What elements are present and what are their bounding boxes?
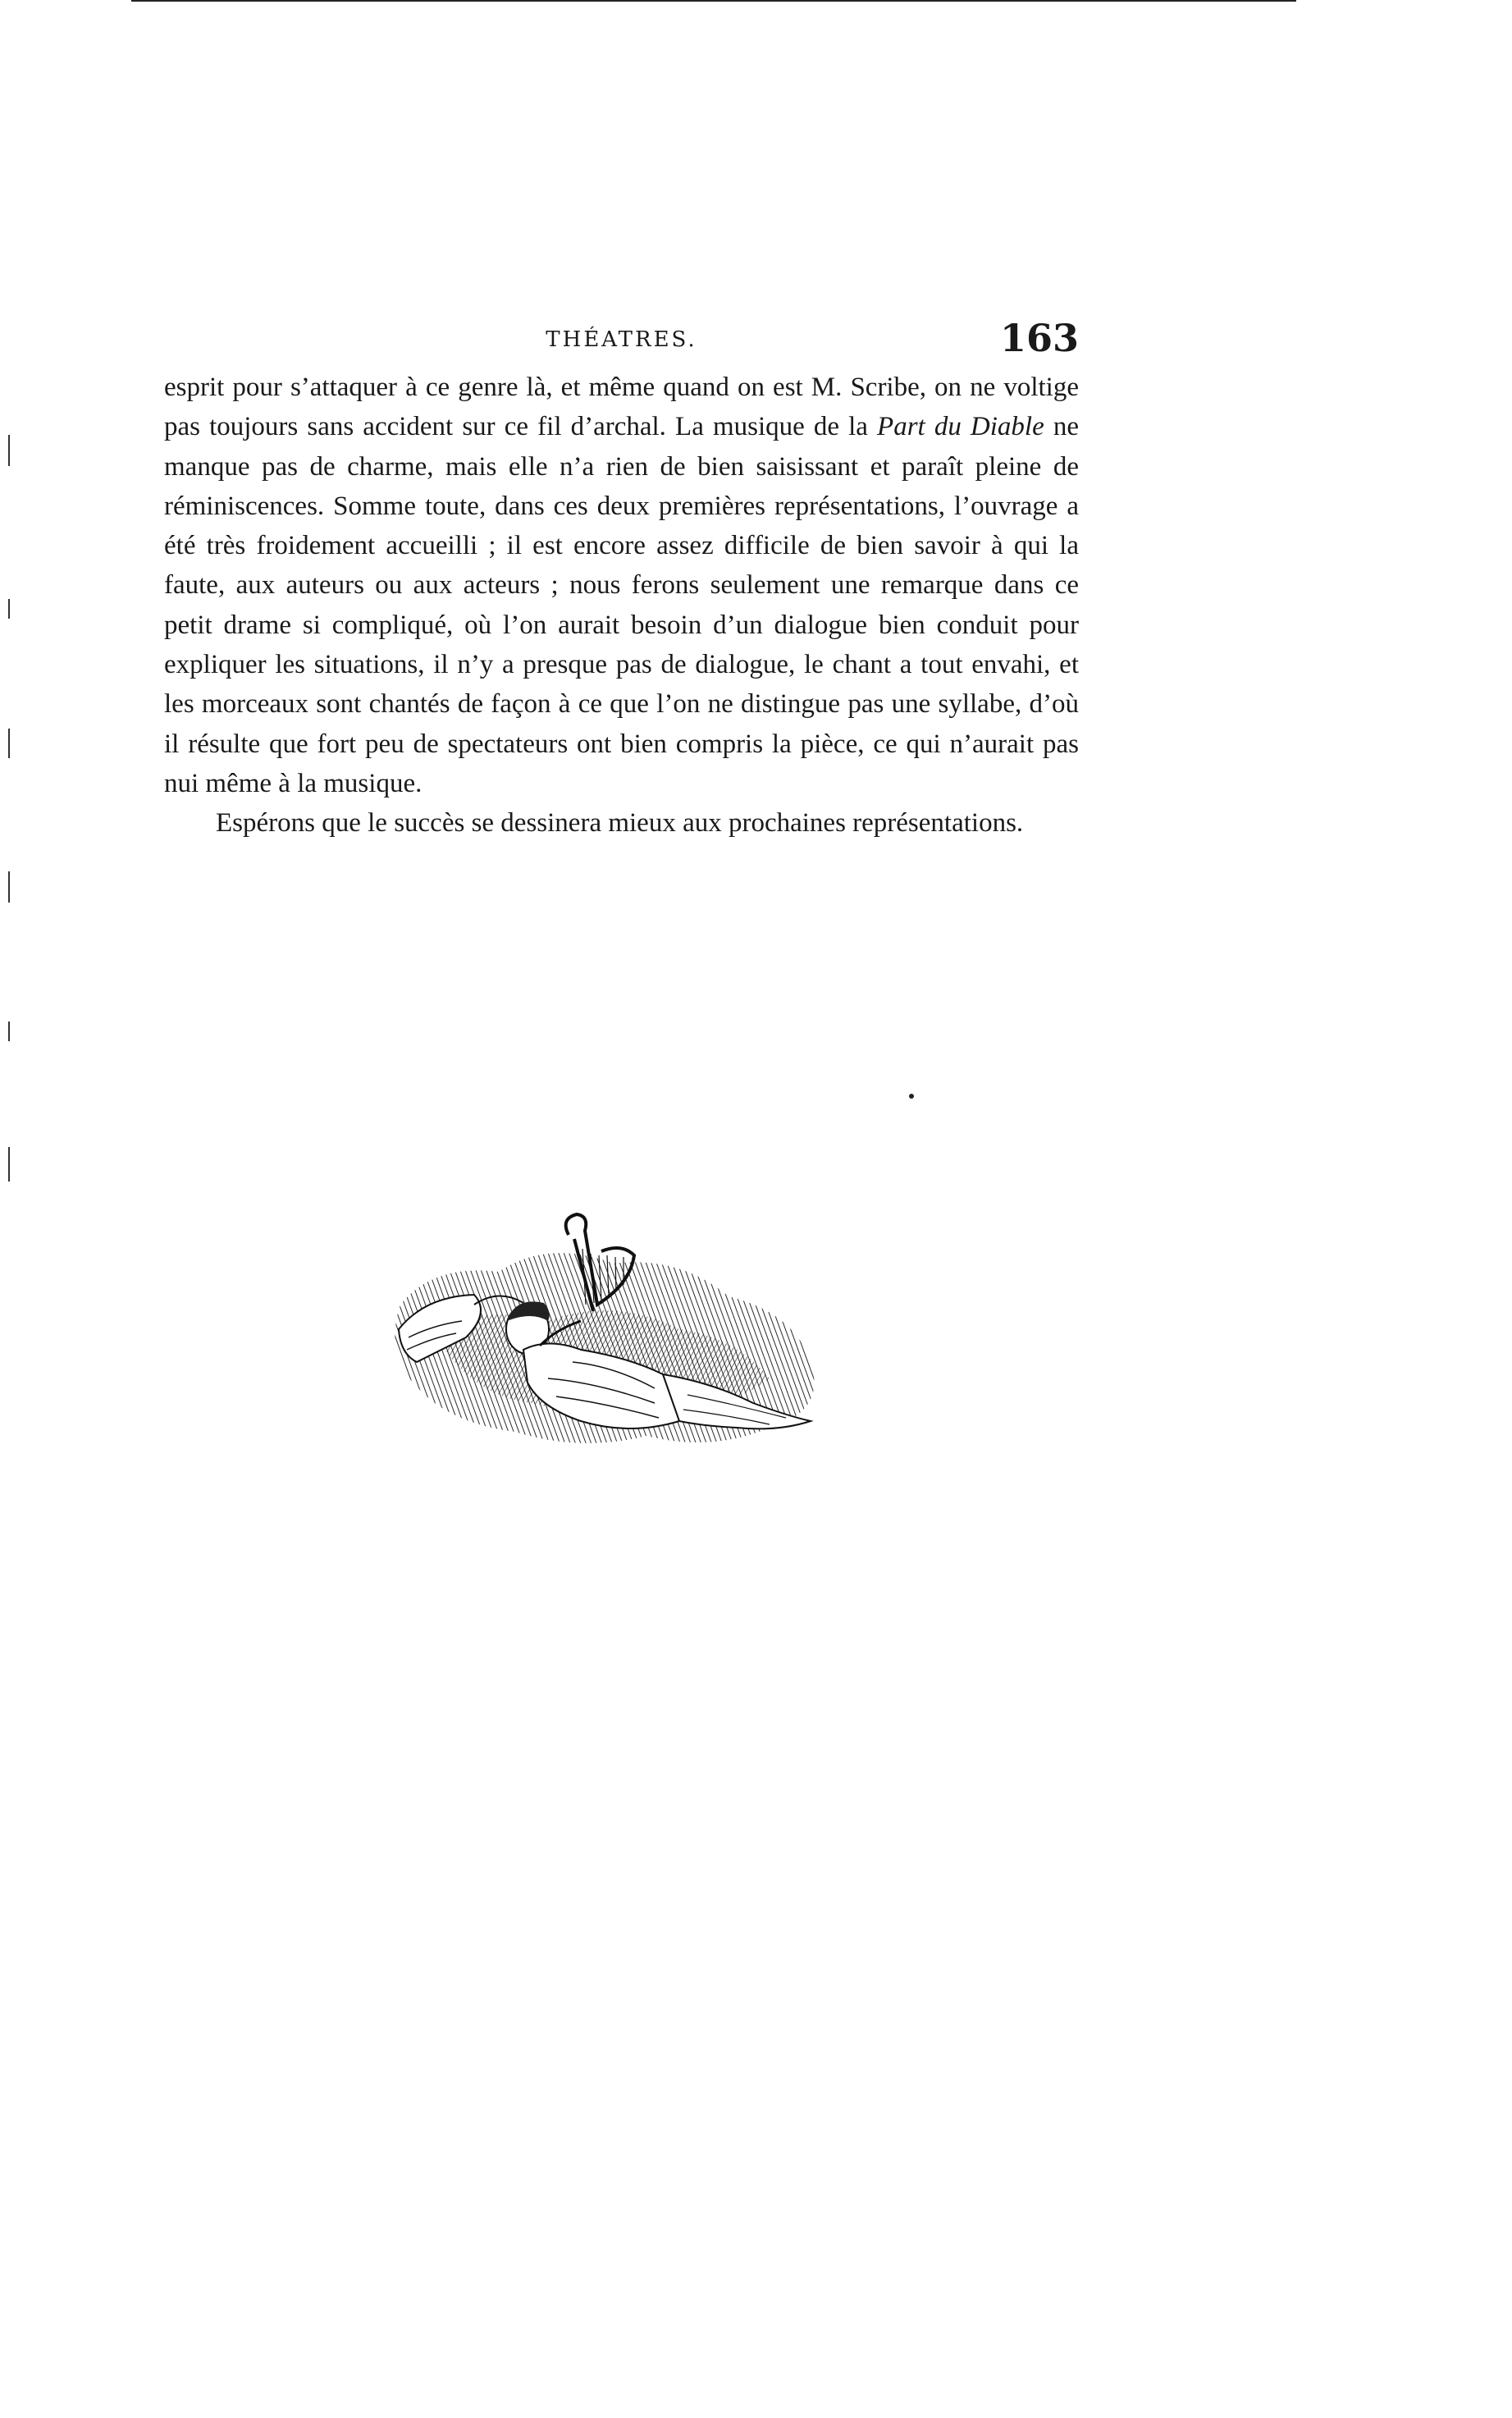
top-edge-rule <box>131 0 1296 2</box>
paragraph-1 <box>164 368 1079 803</box>
paragraph-1-text-after: ne manque pas de charme, mais elle n’a rien de bien saisissant et paraît pleine de réminiscences. Somme toute, dans ces deux premières représentations, l’ouvrage a été très froidement accueilli ; il est encore assez difficile de bien savoir à qui la faute, aux auteurs ou aux acteurs ; nous ferons seulement une remarque dans ce petit drame si compliqué, où l’on aurait besoin d’un dialogue bien conduit pour expliquer les situations, il n’y a presque pas de dialogue, le chant a tout envahi, et les morceaux sont chantés de façon à ce que l’on ne distingue pas une syllabe, d’où il résulte que fort peu de spectateurs ont bien compris la pièce, ce qui n’aurait pas nui même à la musique. <box>164 412 1080 798</box>
running-title: THÉATRES. <box>546 327 697 352</box>
page-header <box>164 316 1079 365</box>
margin-mark <box>8 1022 10 1041</box>
ink-speck <box>909 1094 914 1099</box>
margin-mark <box>8 599 10 619</box>
paragraph-1-text-before: esprit pour s’attaquer à ce genre là, et même quand on est M. Scribe, on ne voltige pas toujours sans accident sur ce fil d’archal. La musique de la <box>164 373 1079 442</box>
body-text <box>164 368 1079 843</box>
margin-mark <box>8 729 10 758</box>
page-number: 163 <box>999 316 1079 360</box>
opera-title: Part du Diable <box>877 412 1044 442</box>
harp-angel-vignette-icon <box>384 1206 837 1460</box>
paragraph-2: Espérons que le succès se dessinera mieux aux prochaines représentations. <box>216 808 1024 839</box>
margin-mark <box>8 1147 10 1182</box>
margin-mark <box>8 435 10 466</box>
margin-mark <box>8 871 10 903</box>
